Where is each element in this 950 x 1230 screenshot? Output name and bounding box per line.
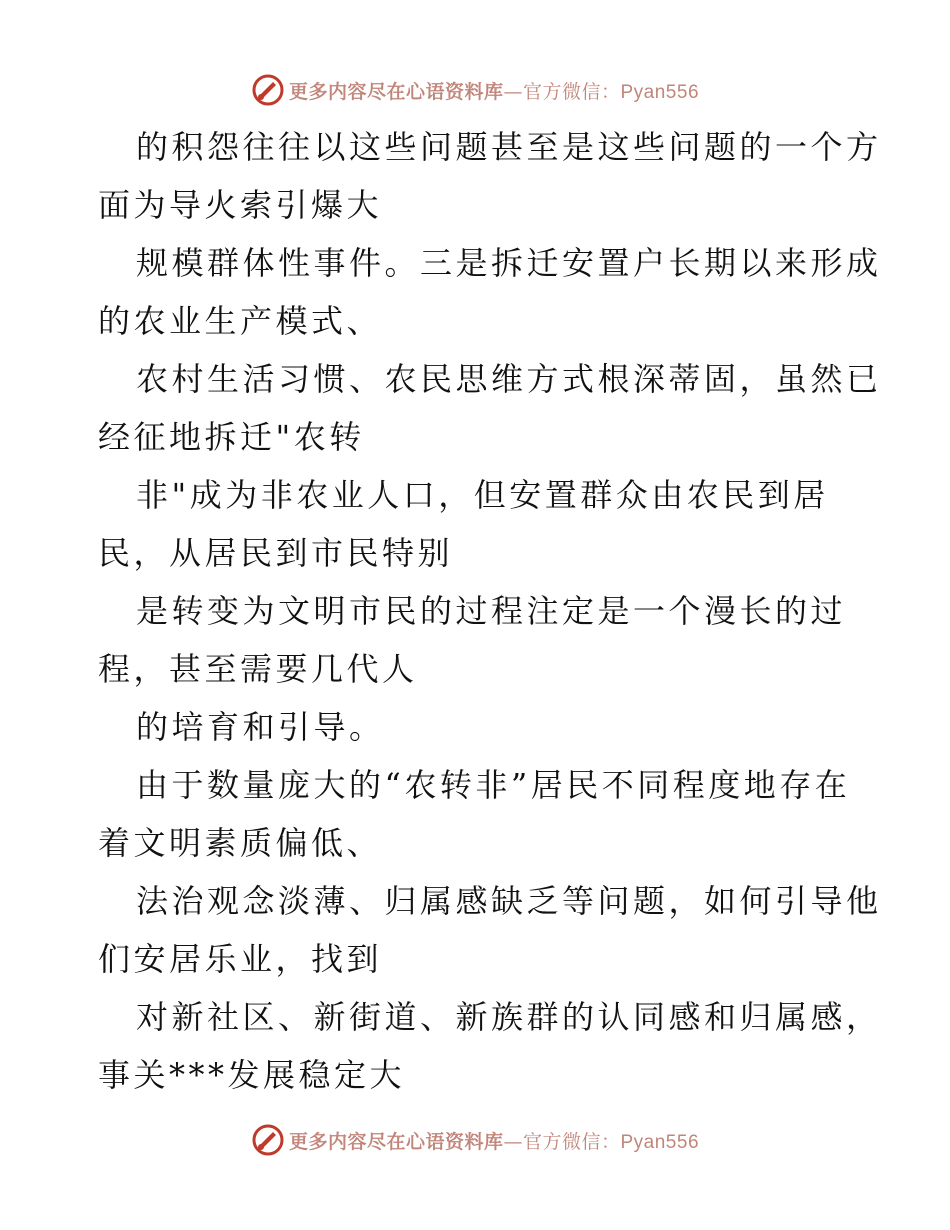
footer-banner-text xyxy=(289,1127,699,1154)
footer-banner-title: 更多内容尽在心语资料库 xyxy=(288,1130,504,1153)
body-line: 的农业生产模式、 xyxy=(98,302,383,340)
body-line: 经征地拆迁"农转 xyxy=(98,418,365,456)
body-line: 的积怨往往以这些问题甚至是这些问题的一个方 xyxy=(136,128,882,166)
body-line: 程，甚至需要几代人 xyxy=(98,650,418,688)
header-banner xyxy=(0,70,950,110)
red-seal-logo-icon xyxy=(251,73,285,107)
body-line: 着文明素质偏低、 xyxy=(98,824,383,862)
body-line: 对新社区、新街道、新族群的认同感和归属感， xyxy=(136,998,882,1036)
document-body xyxy=(98,118,882,1104)
header-banner-dash: — xyxy=(503,80,523,103)
body-line: 民，从居民到市民特别 xyxy=(98,534,454,572)
body-line: 农村生活习惯、农民思维方式根深蒂固，虽然已 xyxy=(136,360,882,398)
body-line: 是转变为文明市民的过程注定是一个漫长的过 xyxy=(136,592,847,630)
footer-banner-wechat-id: Pyan556 xyxy=(620,1131,700,1153)
red-seal-logo-icon xyxy=(251,1123,285,1157)
body-line: 非"成为非农业人口，但安置群众由农民到居 xyxy=(136,476,829,514)
body-line: 规模群体性事件。三是拆迁安置户长期以来形成 xyxy=(136,244,882,282)
body-line: 事关***发展稳定大 xyxy=(98,1056,406,1094)
footer-banner xyxy=(0,1120,950,1160)
body-line: 的培育和引导。 xyxy=(136,708,385,746)
footer-banner-wechat-label: 官方微信： xyxy=(522,1130,621,1153)
header-banner-wechat-id: Pyan556 xyxy=(620,81,700,103)
body-line: 们安居乐业，找到 xyxy=(98,940,383,978)
body-line: 法治观念淡薄、归属感缺乏等问题，如何引导他 xyxy=(136,882,882,920)
body-line: 面为导火索引爆大 xyxy=(98,186,383,224)
header-banner-title: 更多内容尽在心语资料库 xyxy=(288,80,504,103)
header-banner-text xyxy=(289,77,699,104)
footer-banner-dash: — xyxy=(503,1130,523,1153)
header-banner-wechat-label: 官方微信： xyxy=(522,80,621,103)
body-line: 由于数量庞大的“农转非”居民不同程度地存在 xyxy=(136,766,851,804)
